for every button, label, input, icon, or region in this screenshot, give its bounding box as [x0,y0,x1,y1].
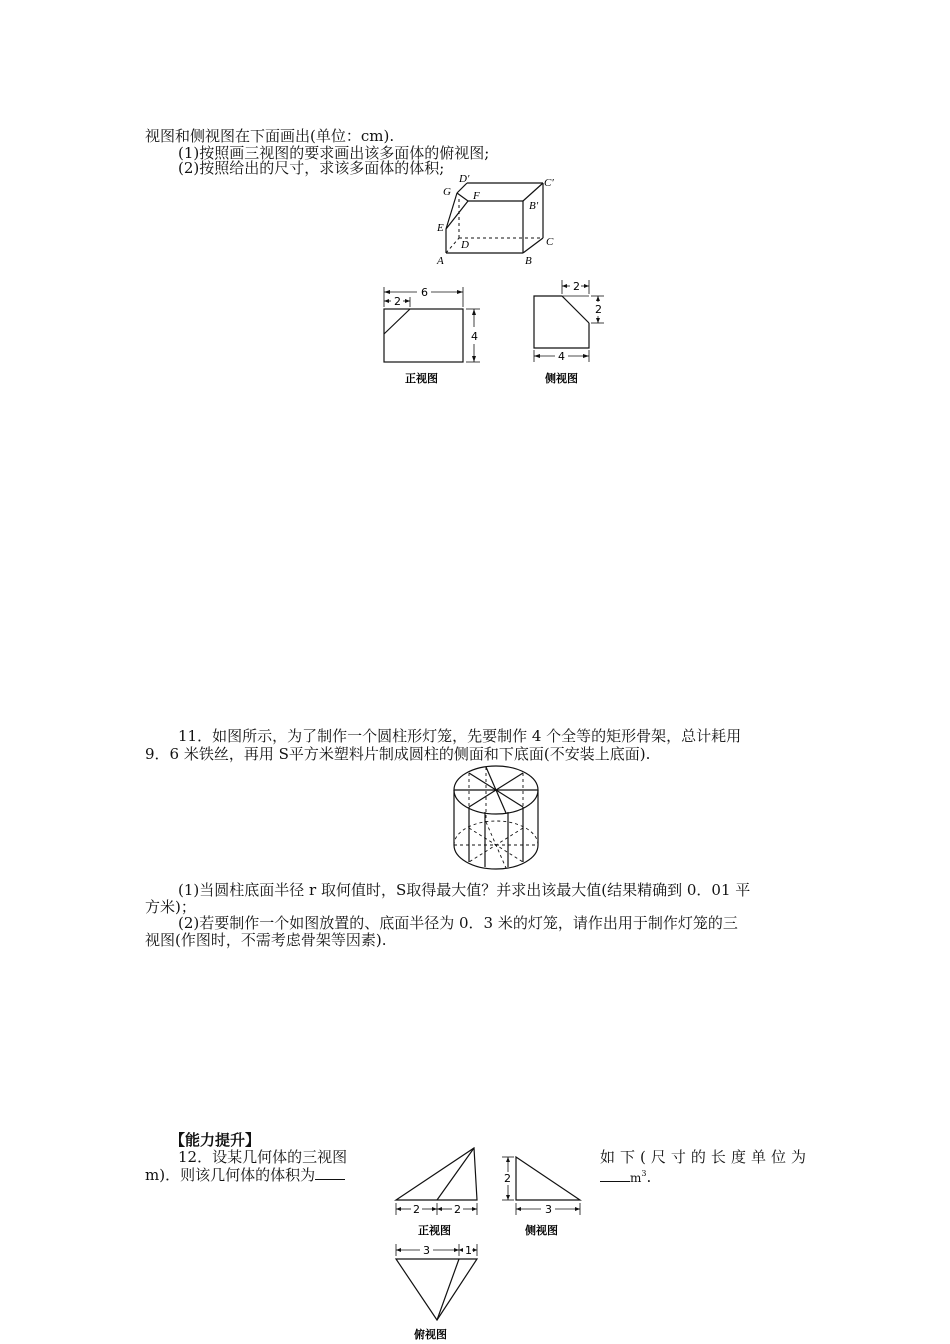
q11-part2-line2: 视图(作图时，不需考虑骨架等因素). [145,931,387,949]
q12-top-dim-left: 3 [423,1244,430,1257]
point-label-B-prime: B′ [529,200,539,212]
point-label-D-prime: D′ [459,173,470,185]
q11-part2-line1: (2)若要制作一个如图放置的、底面半径为 0．3 米的灯笼，请作出用于制作灯笼的三 [178,914,738,932]
point-label-C: C [546,236,554,248]
q12-side-dim-width: 3 [545,1203,552,1216]
section-heading: 【能力提升】 [170,1131,261,1149]
front-dim-height: 4 [471,330,478,343]
point-label-D: D [461,239,469,251]
side-dim-cut-height: 2 [595,303,602,316]
point-label-C-prime: C′ [544,177,554,189]
point-label-E: E [437,222,444,234]
q12-side-view-caption: 侧视图 [525,1224,558,1237]
q12-front-dim-right: 2 [454,1203,461,1216]
side-dim-cut-width: 2 [573,280,580,293]
unit-superscript: 3 [641,1169,647,1178]
q10-part1: (1)按照画三视图的要求画出该多面体的俯视图; [178,144,490,162]
q12-top-view-caption: 俯视图 [414,1328,447,1341]
front-dim-width: 6 [421,286,428,299]
q12-line1-right: 如下(尺寸的长度单位为 [600,1148,806,1166]
unit-period: . [646,1168,652,1186]
q10-line1: 视图和侧视图在下面画出(单位：cm). [145,127,395,145]
q12-line2-text: m)．则该几何体的体积为 [145,1166,316,1184]
point-label-B: B [525,255,532,267]
front-dim-cut: 2 [394,295,401,308]
q12-side-dim-height: 2 [504,1172,511,1185]
q12-line1-left: 12．设某几何体的三视图 [178,1148,348,1166]
q10-part2: (2)按照给出的尺寸，求该多面体的体积; [178,159,445,177]
side-dim-width: 4 [558,350,565,363]
point-label-F: F [473,190,480,202]
q12-top-dim-right: 1 [465,1244,472,1257]
q12-front-view-caption: 正视图 [418,1224,451,1237]
point-label-G: G [443,186,451,198]
q11-part1-line1: (1)当圆柱底面半径 r 取何值时，S取得最大值？并求出该最大值(结果精确到 0．01 平 [178,881,751,899]
q11-line2: 9．6 米铁丝，再用 S平方米塑料片制成圆柱的侧面和下底面(不安装上底面). [145,745,651,763]
front-view-caption: 正视图 [405,372,438,385]
q11-part1-line2: 方米)； [145,898,196,916]
q11-line1: 11．如图所示，为了制作一个圆柱形灯笼，先要制作 4 个全等的矩形骨架，总计耗用 [178,727,742,745]
point-label-A: A [437,255,444,267]
unit-m: m [630,1171,642,1185]
q12-front-dim-left: 2 [413,1203,420,1216]
side-view-caption: 侧视图 [545,372,578,385]
